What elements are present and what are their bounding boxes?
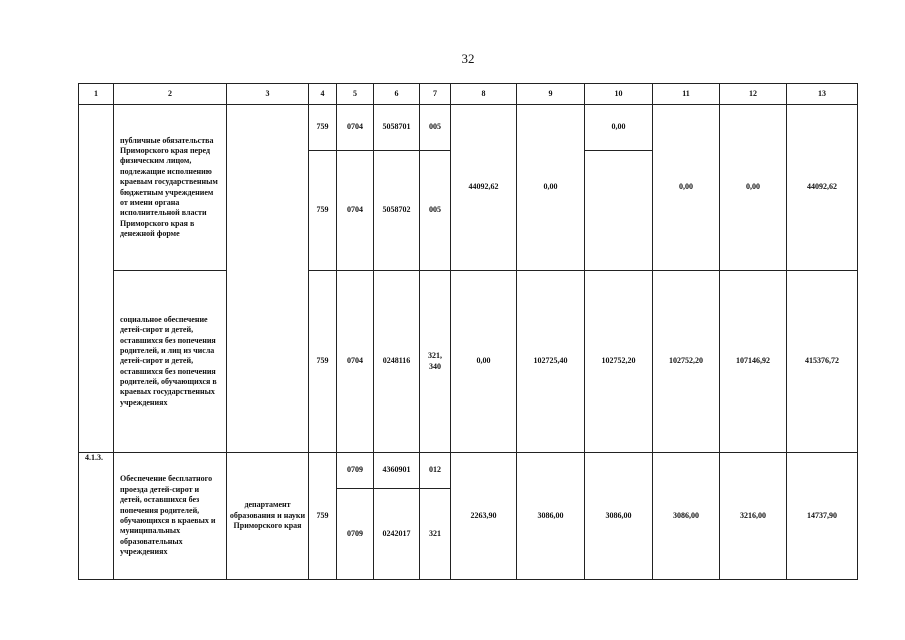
cell-c6: 5058701 — [374, 105, 420, 151]
table-header-row — [79, 84, 858, 105]
column-header: 8 — [451, 84, 517, 105]
cell-c7: 012 — [420, 453, 451, 489]
cell-description: социальное обеспечение детей-сирот и детей, оставшихся без попечения родителей, и лиц из числа детей-сирот и детей, оставшихся без попечения родителей, обучающихся в краевых государственных учреждениях — [114, 271, 227, 453]
cell-c5: 0704 — [337, 105, 374, 151]
cell-c10: 102752,20 — [585, 271, 653, 453]
cell-c6: 5058702 — [374, 151, 420, 271]
cell-c9: 0,00 — [517, 105, 585, 271]
cell-c8: 44092,62 — [451, 105, 517, 271]
cell-c7: 005 — [420, 151, 451, 271]
cell-c8: 0,00 — [451, 271, 517, 453]
cell-c7: 321, 340 — [420, 271, 451, 453]
cell-c4: 759 — [309, 453, 337, 580]
cell-c13: 415376,72 — [787, 271, 858, 453]
cell-c13: 44092,62 — [787, 105, 858, 271]
table-row — [79, 105, 858, 151]
cell-c5: 0709 — [337, 453, 374, 489]
column-header: 7 — [420, 84, 451, 105]
cell-c10: 3086,00 — [585, 453, 653, 580]
cell-number: 4.1.3. — [79, 453, 114, 580]
column-header: 10 — [585, 84, 653, 105]
column-header: 2 — [114, 84, 227, 105]
cell-c9: 102725,40 — [517, 271, 585, 453]
cell-c9: 3086,00 — [517, 453, 585, 580]
column-header: 13 — [787, 84, 858, 105]
cell-c5: 0704 — [337, 271, 374, 453]
cell-c12: 107146,92 — [720, 271, 787, 453]
cell-description: публичные обязательства Приморского края перед физическим лицом, подлежащие исполнению краевым государственным бюджетным учреждением от имени органа исполнительной власти Приморского края в денежной форме — [114, 105, 227, 271]
cell-c6: 4360901 — [374, 453, 420, 489]
cell-c5: 0704 — [337, 151, 374, 271]
cell-department — [227, 105, 309, 453]
cell-c7: 321 — [420, 489, 451, 580]
cell-c4: 759 — [309, 105, 337, 151]
cell-c10: 0,00 — [585, 105, 653, 151]
cell-c8: 2263,90 — [451, 453, 517, 580]
table-row — [79, 453, 858, 489]
cell-c4: 759 — [309, 271, 337, 453]
cell-c12: 3216,00 — [720, 453, 787, 580]
cell-description: Обеспечение бесплатного проезда детей-сирот и детей, оставшихся без попечения родителей, обучающихся в краевых и муниципальных образовательных учреждениях — [114, 453, 227, 580]
cell-c5: 0709 — [337, 489, 374, 580]
budget-table — [78, 83, 858, 580]
cell-c6: 0248116 — [374, 271, 420, 453]
column-header: 12 — [720, 84, 787, 105]
cell-c11: 102752,20 — [653, 271, 720, 453]
cell-c6: 0242017 — [374, 489, 420, 580]
column-header: 11 — [653, 84, 720, 105]
cell-c11: 3086,00 — [653, 453, 720, 580]
cell-c12: 0,00 — [720, 105, 787, 271]
cell-number — [79, 105, 114, 453]
cell-c11: 0,00 — [653, 105, 720, 271]
column-header: 5 — [337, 84, 374, 105]
column-header: 9 — [517, 84, 585, 105]
cell-c4: 759 — [309, 151, 337, 271]
cell-c13: 14737,90 — [787, 453, 858, 580]
page-number: 32 — [461, 51, 475, 66]
cell-c7: 005 — [420, 105, 451, 151]
cell-c10 — [585, 151, 653, 271]
column-header: 6 — [374, 84, 420, 105]
column-header: 3 — [227, 84, 309, 105]
column-header: 1 — [79, 84, 114, 105]
column-header: 4 — [309, 84, 337, 105]
table-row — [79, 271, 858, 453]
cell-department: департамент образования и науки Приморского края — [227, 453, 309, 580]
